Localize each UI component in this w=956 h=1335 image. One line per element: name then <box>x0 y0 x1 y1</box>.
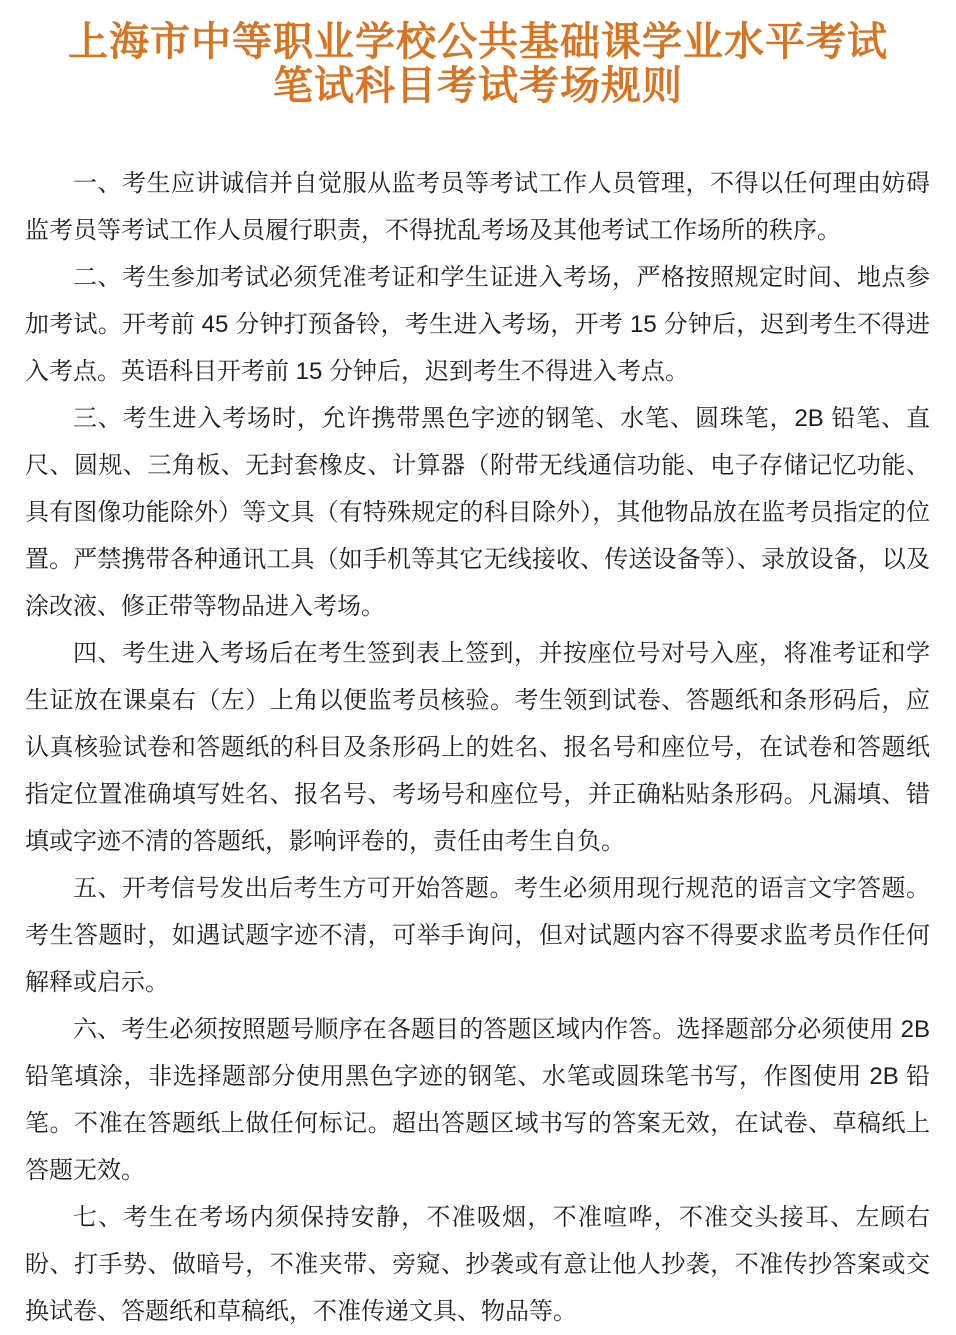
rule-paragraph-7: 七、考生在考场内须保持安静，不准吸烟，不准喧哗，不准交头接耳、左顾右盼、打手势、做暗号，不准夹带、旁窥、抄袭或有意让他人抄袭，不准传抄答案或交换试卷、答题纸和草稿纸，不准传递文具、物品等。 <box>25 1204 930 1325</box>
rule-paragraph-1: 一、考生应讲诚信并自觉服从监考员等考试工作人员管理，不得以任何理由妨碍监考员等考试工作人员履行职责，不得扰乱考场及其他考试工作场所的秩序。 <box>25 170 930 244</box>
page-title <box>0 20 956 108</box>
rule-paragraph-2: 二、考生参加考试必须凭准考证和学生证进入考场，严格按照规定时间、地点参加考试。开考前 45 分钟打预备铃，考生进入考场，开考 15 分钟后，迟到考生不得进入考点。英语科目开考前 15 分钟后，迟到考生不得进入考点。 <box>25 264 930 385</box>
rule-paragraph-5: 五、开考信号发出后考生方可开始答题。考生必须用现行规范的语言文字答题。考生答题时，如遇试题字迹不清，可举手询问，但对试题内容不得要求监考员作任何解释或启示。 <box>25 875 930 996</box>
rule-paragraph-6: 六、考生必须按照题号顺序在各题目的答题区域内作答。选择题部分必须使用 2B 铅笔填涂，非选择题部分使用黑色字迹的钢笔、水笔或圆珠笔书写，作图使用 2B 铅笔。不准在答题纸上做任何标记。超出答题区域书写的答案无效，在试卷、草稿纸上答题无效。 <box>25 1016 930 1184</box>
page-title-line-1: 上海市中等职业学校公共基础课学业水平考试 <box>68 19 888 64</box>
page-title-line-2: 笔试科目考试考场规则 <box>273 63 683 108</box>
rule-paragraph-4: 四、考生进入考场后在考生签到表上签到，并按座位号对号入座，将准考证和学生证放在课桌右（左）上角以便监考员核验。考生领到试卷、答题纸和条形码后，应认真核验试卷和答题纸的科目及条形码上的姓名、报名号和座位号，在试卷和答题纸指定位置准确填写姓名、报名号、考场号和座位号，并正确粘贴条形码。凡漏填、错填或字迹不清的答题纸，影响评卷的，责任由考生自负。 <box>25 640 930 855</box>
rules-section <box>0 160 956 1335</box>
rule-paragraph-3: 三、考生进入考场时，允许携带黑色字迹的钢笔、水笔、圆珠笔，2B 铅笔、直尺、圆规、三角板、无封套橡皮、计算器（附带无线通信功能、电子存储记忆功能、具有图像功能除外）等文具（有特殊规定的科目除外），其他物品放在监考员指定的位置。严禁携带各种通讯工具（如手机等其它无线接收、传送设备等）、录放设备，以及涂改液、修正带等物品进入考场。 <box>25 405 930 620</box>
